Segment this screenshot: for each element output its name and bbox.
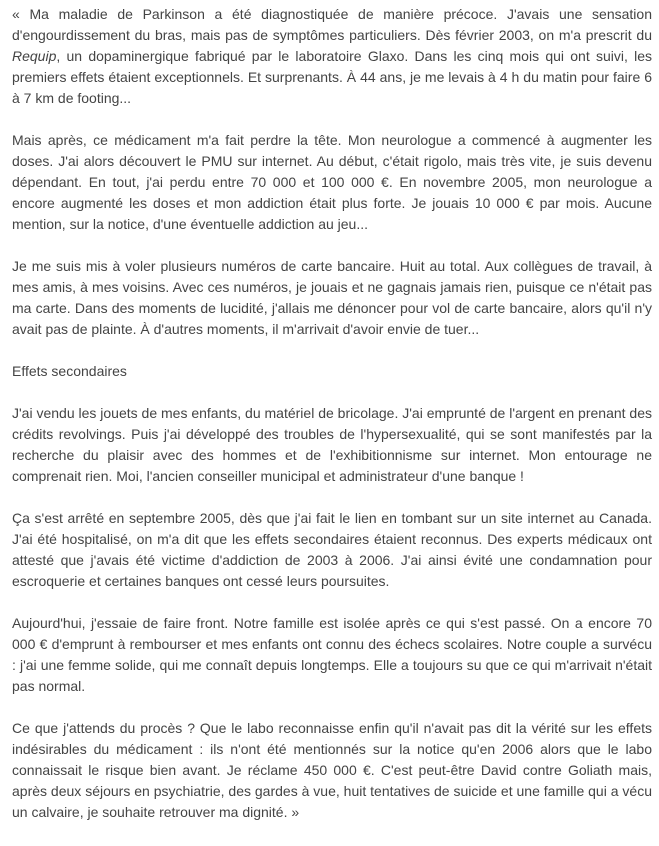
paragraph-diagnosis-after: , un dopaminergique fabriqué par le laboratoire Glaxo. Dans les cinq mois qui ont suivi, les premiers effets étaient exceptionnels. Et surprenants. À 44 ans, je me levais à 4 h du matin pour faire 6 à 7 km de footing... bbox=[12, 48, 652, 106]
paragraph-side-effects: J'ai vendu les jouets de mes enfants, du matériel de bricolage. J'ai emprunté de l'argent en prenant des crédits revolvings. Puis j'ai développé des troubles de l'hypersexualité, qui se sont manifestés par la recherche du plaisir avec des hommes et de l'exhibitionnisme sur internet. Mon entourage ne comprenait rien. Moi, l'ancien conseiller municipal et administrateur d'une banque ! bbox=[12, 405, 652, 484]
section-heading: Effets secondaires bbox=[12, 363, 127, 379]
paragraph-diagnosis bbox=[12, 4, 652, 109]
paragraph-trial: Ce que j'attends du procès ? Que le labo reconnaisse enfin qu'il n'avait pas dit la vérité sur les effets indésirables du médicament : ils n'ont été mentionnés sur la notice qu'en 2006 alors que le labo connaissait le risque bien avant. Je réclame 450 000 €. C'est peut-être David contre Goliath mais, après deux séjours en psychiatrie, des gardes à vue, huit tentatives de suicide et une famille qui a vécu un calvaire, je souhaite retrouver ma dignité. » bbox=[12, 720, 652, 820]
paragraph-gambling: Mais après, ce médicament m'a fait perdre la tête. Mon neurologue a commencé à augmenter les doses. J'ai alors découvert le PMU sur internet. Au début, c'était rigolo, mais très vite, je suis devenu dépendant. En tout, j'ai perdu entre 70 000 et 100 000 €. En novembre 2005, mon neurologue a encore augmenté les doses et mon addiction était plus forte. Je jouais 10 000 € par mois. Aucune mention, sur la notice, d'une éventuelle addiction au jeu... bbox=[12, 132, 652, 232]
paragraph-diagnosis-before: « Ma maladie de Parkinson a été diagnostiquée de manière précoce. J'avais une sensation d'engourdissement du bras, mais pas de symptômes particuliers. Dès février 2003, on m'a prescrit du bbox=[12, 6, 652, 43]
paragraph-hospitalisation: Ça s'est arrêté en septembre 2005, dès que j'ai fait le lien en tombant sur un site internet au Canada. J'ai été hospitalisé, on m'a dit que les effets secondaires étaient reconnus. Des experts médicaux ont attesté que j'avais été victime d'addiction de 2003 à 2006. J'ai ainsi évité une condamnation pour escroquerie et certaines banques ont cessé leurs poursuites. bbox=[12, 510, 652, 589]
paragraph-today: Aujourd'hui, j'essaie de faire front. Notre famille est isolée après ce qui s'est passé. On a encore 70 000 € d'emprunt à rembourser et mes enfants ont connu des échecs scolaires. Notre couple a survécu : j'ai une femme solide, qui me connaît depuis longtemps. Elle a toujours su que ce qui m'arrivait n'était pas normal. bbox=[12, 615, 652, 694]
paragraph-card-theft: Je me suis mis à voler plusieurs numéros de carte bancaire. Huit au total. Aux collègues de travail, à mes amis, à mes voisins. Avec ces numéros, je jouais et ne gagnais jamais rien, puisque ce n'était pas ma carte. Dans des moments de lucidité, j'allais me dénoncer pour vol de carte bancaire, alors qu'il n'y avait pas de plainte. À d'autres moments, il m'arrivait d'avoir envie de tuer... bbox=[12, 258, 652, 337]
drug-name: Requip bbox=[12, 48, 57, 64]
